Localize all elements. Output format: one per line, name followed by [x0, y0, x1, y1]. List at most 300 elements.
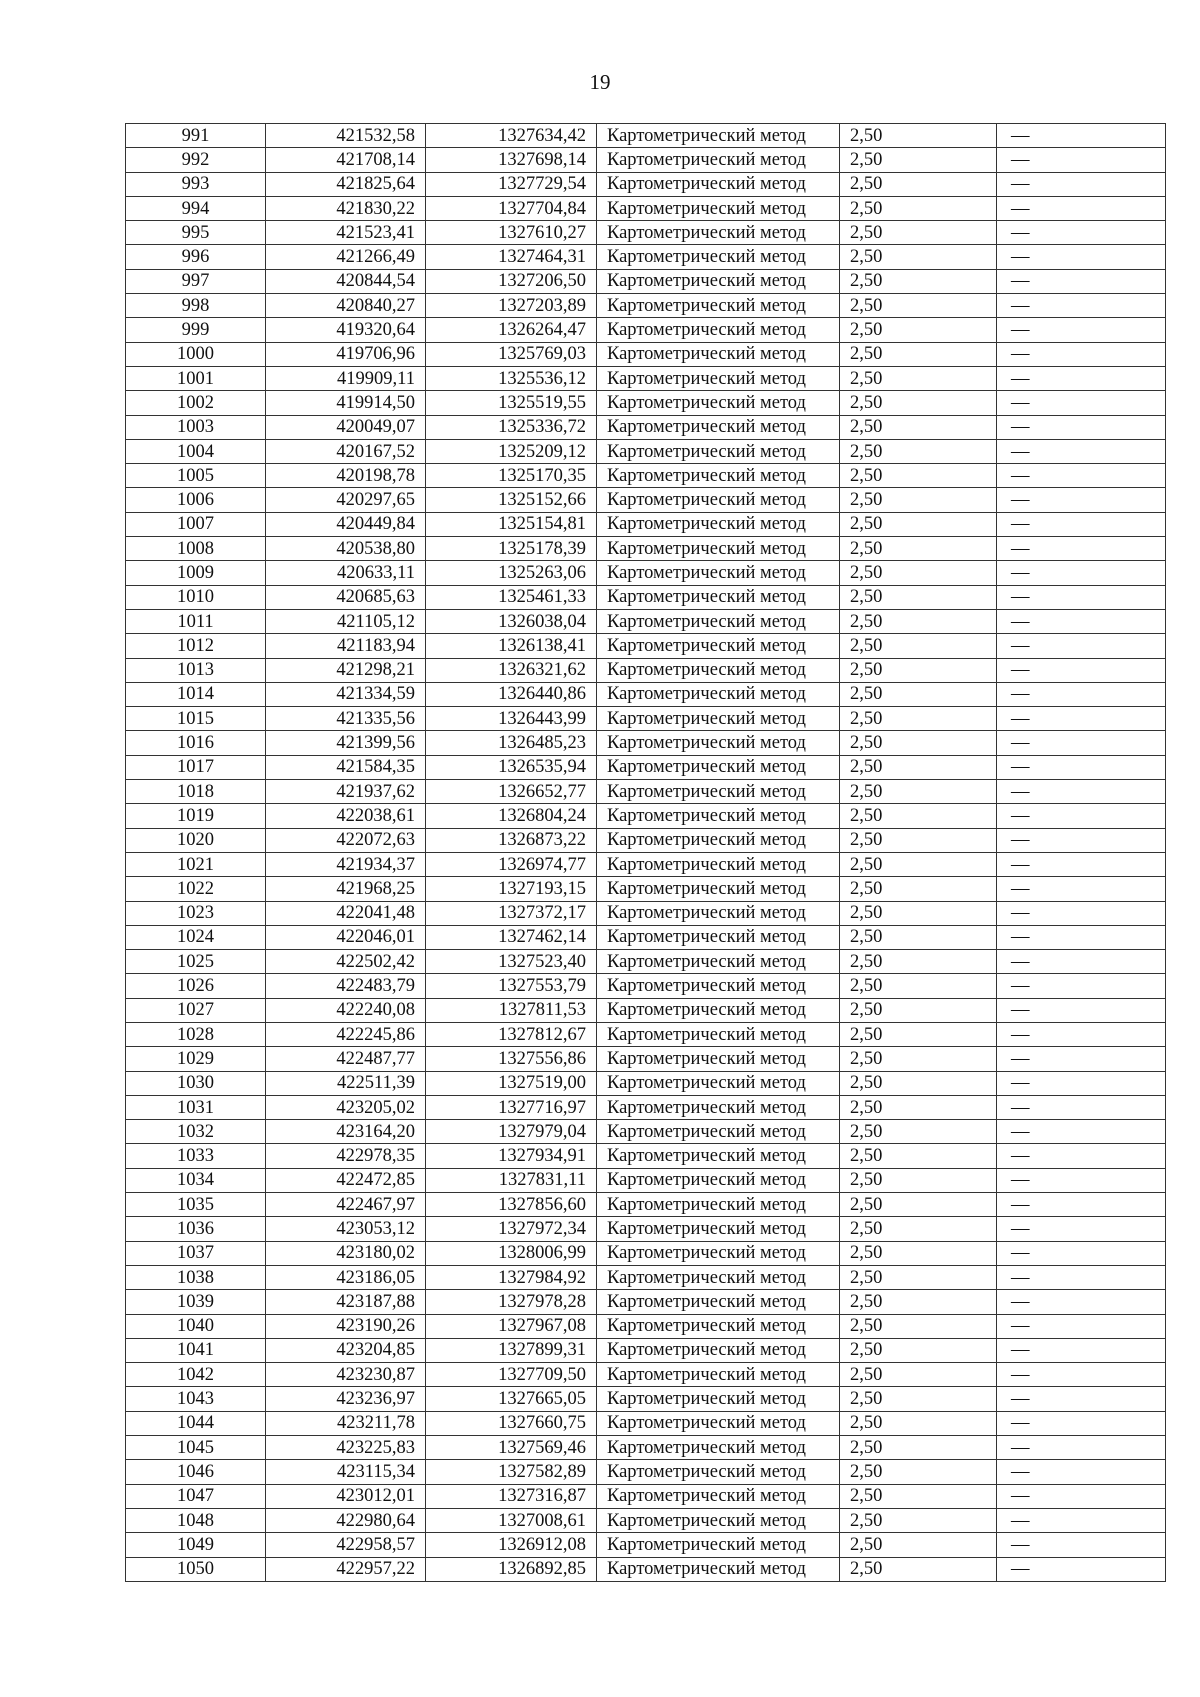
- x-coordinate-cell: 421934,37: [266, 852, 426, 876]
- description-cell: —: [997, 196, 1166, 220]
- y-coordinate-cell: 1325170,35: [426, 464, 597, 488]
- accuracy-cell: 2,50: [840, 1363, 997, 1387]
- table-row: [126, 609, 1166, 633]
- point-number-cell: 1005: [126, 464, 266, 488]
- table-row: [126, 1120, 1166, 1144]
- point-number-cell: 1039: [126, 1290, 266, 1314]
- x-coordinate-cell: 423211,78: [266, 1411, 426, 1435]
- x-coordinate-cell: 420685,63: [266, 585, 426, 609]
- description-cell: —: [997, 682, 1166, 706]
- y-coordinate-cell: 1326974,77: [426, 852, 597, 876]
- description-cell: —: [997, 658, 1166, 682]
- method-cell: Картометрический метод: [597, 925, 840, 949]
- description-cell: —: [997, 1557, 1166, 1581]
- point-number-cell: 1034: [126, 1168, 266, 1192]
- accuracy-cell: 2,50: [840, 1411, 997, 1435]
- x-coordinate-cell: 422245,86: [266, 1022, 426, 1046]
- method-cell: Картометрический метод: [597, 221, 840, 245]
- description-cell: —: [997, 1314, 1166, 1338]
- point-number-cell: 1029: [126, 1047, 266, 1071]
- point-number-cell: 1006: [126, 488, 266, 512]
- table-row: [126, 464, 1166, 488]
- description-cell: —: [997, 852, 1166, 876]
- y-coordinate-cell: 1326443,99: [426, 707, 597, 731]
- method-cell: Картометрический метод: [597, 804, 840, 828]
- description-cell: —: [997, 1265, 1166, 1289]
- method-cell: Картометрический метод: [597, 294, 840, 318]
- description-cell: —: [997, 1290, 1166, 1314]
- y-coordinate-cell: 1326652,77: [426, 780, 597, 804]
- description-cell: —: [997, 148, 1166, 172]
- point-number-cell: 1000: [126, 342, 266, 366]
- method-cell: Картометрический метод: [597, 488, 840, 512]
- accuracy-cell: 2,50: [840, 1314, 997, 1338]
- description-cell: —: [997, 950, 1166, 974]
- table-row: [126, 1411, 1166, 1435]
- point-number-cell: 1011: [126, 609, 266, 633]
- method-cell: Картометрический метод: [597, 634, 840, 658]
- point-number-cell: 1009: [126, 561, 266, 585]
- y-coordinate-cell: 1327008,61: [426, 1508, 597, 1532]
- accuracy-cell: 2,50: [840, 658, 997, 682]
- y-coordinate-cell: 1327464,31: [426, 245, 597, 269]
- x-coordinate-cell: 420633,11: [266, 561, 426, 585]
- table-row: [126, 1241, 1166, 1265]
- point-number-cell: 1042: [126, 1363, 266, 1387]
- x-coordinate-cell: 419320,64: [266, 318, 426, 342]
- point-number-cell: 1012: [126, 634, 266, 658]
- point-number-cell: 1037: [126, 1241, 266, 1265]
- accuracy-cell: 2,50: [840, 221, 997, 245]
- accuracy-cell: 2,50: [840, 1217, 997, 1241]
- description-cell: —: [997, 828, 1166, 852]
- description-cell: —: [997, 755, 1166, 779]
- description-cell: —: [997, 464, 1166, 488]
- method-cell: Картометрический метод: [597, 585, 840, 609]
- y-coordinate-cell: 1327978,28: [426, 1290, 597, 1314]
- method-cell: Картометрический метод: [597, 561, 840, 585]
- description-cell: —: [997, 561, 1166, 585]
- accuracy-cell: 2,50: [840, 537, 997, 561]
- table-row: [126, 974, 1166, 998]
- method-cell: Картометрический метод: [597, 1460, 840, 1484]
- x-coordinate-cell: 423053,12: [266, 1217, 426, 1241]
- x-coordinate-cell: 423225,83: [266, 1436, 426, 1460]
- x-coordinate-cell: 422483,79: [266, 974, 426, 998]
- description-cell: —: [997, 1387, 1166, 1411]
- page-number: 19: [589, 70, 611, 94]
- accuracy-cell: 2,50: [840, 950, 997, 974]
- y-coordinate-cell: 1327979,04: [426, 1120, 597, 1144]
- accuracy-cell: 2,50: [840, 998, 997, 1022]
- description-cell: —: [997, 1436, 1166, 1460]
- method-cell: Картометрический метод: [597, 366, 840, 390]
- table-row: [126, 488, 1166, 512]
- description-cell: —: [997, 707, 1166, 731]
- point-number-cell: 1020: [126, 828, 266, 852]
- accuracy-cell: 2,50: [840, 1460, 997, 1484]
- y-coordinate-cell: 1327709,50: [426, 1363, 597, 1387]
- y-coordinate-cell: 1327972,34: [426, 1217, 597, 1241]
- point-number-cell: 1003: [126, 415, 266, 439]
- accuracy-cell: 2,50: [840, 1047, 997, 1071]
- accuracy-cell: 2,50: [840, 1168, 997, 1192]
- accuracy-cell: 2,50: [840, 1436, 997, 1460]
- coordinates-table-body: [126, 124, 1166, 1582]
- table-row: [126, 1095, 1166, 1119]
- accuracy-cell: 2,50: [840, 731, 997, 755]
- point-number-cell: 1018: [126, 780, 266, 804]
- point-number-cell: 1031: [126, 1095, 266, 1119]
- accuracy-cell: 2,50: [840, 634, 997, 658]
- method-cell: Картометрический метод: [597, 1314, 840, 1338]
- description-cell: —: [997, 731, 1166, 755]
- description-cell: —: [997, 1508, 1166, 1532]
- x-coordinate-cell: 422467,97: [266, 1193, 426, 1217]
- accuracy-cell: 2,50: [840, 707, 997, 731]
- x-coordinate-cell: 421937,62: [266, 780, 426, 804]
- accuracy-cell: 2,50: [840, 925, 997, 949]
- y-coordinate-cell: 1327634,42: [426, 124, 597, 148]
- description-cell: —: [997, 1363, 1166, 1387]
- accuracy-cell: 2,50: [840, 124, 997, 148]
- accuracy-cell: 2,50: [840, 1387, 997, 1411]
- accuracy-cell: 2,50: [840, 1557, 997, 1581]
- description-cell: —: [997, 1047, 1166, 1071]
- table-row: [126, 1557, 1166, 1581]
- point-number-cell: 1015: [126, 707, 266, 731]
- method-cell: Картометрический метод: [597, 124, 840, 148]
- method-cell: Картометрический метод: [597, 707, 840, 731]
- x-coordinate-cell: 422472,85: [266, 1168, 426, 1192]
- method-cell: Картометрический метод: [597, 1047, 840, 1071]
- table-row: [126, 1265, 1166, 1289]
- table-row: [126, 512, 1166, 536]
- accuracy-cell: 2,50: [840, 1290, 997, 1314]
- y-coordinate-cell: 1326892,85: [426, 1557, 597, 1581]
- point-number-cell: 1019: [126, 804, 266, 828]
- y-coordinate-cell: 1327660,75: [426, 1411, 597, 1435]
- y-coordinate-cell: 1326535,94: [426, 755, 597, 779]
- y-coordinate-cell: 1325263,06: [426, 561, 597, 585]
- description-cell: —: [997, 877, 1166, 901]
- accuracy-cell: 2,50: [840, 1508, 997, 1532]
- method-cell: Картометрический метод: [597, 1120, 840, 1144]
- x-coordinate-cell: 421825,64: [266, 172, 426, 196]
- y-coordinate-cell: 1327899,31: [426, 1338, 597, 1362]
- table-row: [126, 707, 1166, 731]
- y-coordinate-cell: 1327553,79: [426, 974, 597, 998]
- x-coordinate-cell: 421105,12: [266, 609, 426, 633]
- x-coordinate-cell: 423012,01: [266, 1484, 426, 1508]
- table-row: [126, 269, 1166, 293]
- x-coordinate-cell: 422502,42: [266, 950, 426, 974]
- description-cell: —: [997, 537, 1166, 561]
- y-coordinate-cell: 1327729,54: [426, 172, 597, 196]
- table-row: [126, 925, 1166, 949]
- x-coordinate-cell: 419914,50: [266, 391, 426, 415]
- accuracy-cell: 2,50: [840, 488, 997, 512]
- method-cell: Картометрический метод: [597, 269, 840, 293]
- accuracy-cell: 2,50: [840, 974, 997, 998]
- table-row: [126, 148, 1166, 172]
- method-cell: Картометрический метод: [597, 1144, 840, 1168]
- table-row: [126, 294, 1166, 318]
- y-coordinate-cell: 1326138,41: [426, 634, 597, 658]
- x-coordinate-cell: 423236,97: [266, 1387, 426, 1411]
- accuracy-cell: 2,50: [840, 682, 997, 706]
- accuracy-cell: 2,50: [840, 1533, 997, 1557]
- point-number-cell: 1050: [126, 1557, 266, 1581]
- point-number-cell: 1045: [126, 1436, 266, 1460]
- y-coordinate-cell: 1325154,81: [426, 512, 597, 536]
- y-coordinate-cell: 1327193,15: [426, 877, 597, 901]
- point-number-cell: 1038: [126, 1265, 266, 1289]
- description-cell: —: [997, 366, 1166, 390]
- point-number-cell: 1030: [126, 1071, 266, 1095]
- point-number-cell: 1010: [126, 585, 266, 609]
- x-coordinate-cell: 422957,22: [266, 1557, 426, 1581]
- accuracy-cell: 2,50: [840, 1265, 997, 1289]
- description-cell: —: [997, 245, 1166, 269]
- x-coordinate-cell: 422487,77: [266, 1047, 426, 1071]
- description-cell: —: [997, 609, 1166, 633]
- y-coordinate-cell: 1325209,12: [426, 439, 597, 463]
- accuracy-cell: 2,50: [840, 439, 997, 463]
- description-cell: —: [997, 269, 1166, 293]
- description-cell: —: [997, 925, 1166, 949]
- point-number-cell: 1013: [126, 658, 266, 682]
- table-row: [126, 415, 1166, 439]
- y-coordinate-cell: 1325536,12: [426, 366, 597, 390]
- description-cell: —: [997, 974, 1166, 998]
- method-cell: Картометрический метод: [597, 245, 840, 269]
- x-coordinate-cell: 420297,65: [266, 488, 426, 512]
- method-cell: Картометрический метод: [597, 852, 840, 876]
- point-number-cell: 1008: [126, 537, 266, 561]
- x-coordinate-cell: 421298,21: [266, 658, 426, 682]
- y-coordinate-cell: 1326873,22: [426, 828, 597, 852]
- method-cell: Картометрический метод: [597, 780, 840, 804]
- table-row: [126, 1047, 1166, 1071]
- method-cell: Картометрический метод: [597, 1533, 840, 1557]
- x-coordinate-cell: 420840,27: [266, 294, 426, 318]
- x-coordinate-cell: 423186,05: [266, 1265, 426, 1289]
- y-coordinate-cell: 1326321,62: [426, 658, 597, 682]
- x-coordinate-cell: 419706,96: [266, 342, 426, 366]
- accuracy-cell: 2,50: [840, 1144, 997, 1168]
- method-cell: Картометрический метод: [597, 512, 840, 536]
- y-coordinate-cell: 1325769,03: [426, 342, 597, 366]
- method-cell: Картометрический метод: [597, 1168, 840, 1192]
- table-row: [126, 1533, 1166, 1557]
- x-coordinate-cell: 423164,20: [266, 1120, 426, 1144]
- method-cell: Картометрический метод: [597, 755, 840, 779]
- y-coordinate-cell: 1327934,91: [426, 1144, 597, 1168]
- description-cell: —: [997, 439, 1166, 463]
- description-cell: —: [997, 780, 1166, 804]
- point-number-cell: 992: [126, 148, 266, 172]
- method-cell: Картометрический метод: [597, 1241, 840, 1265]
- accuracy-cell: 2,50: [840, 1241, 997, 1265]
- point-number-cell: 1032: [126, 1120, 266, 1144]
- method-cell: Картометрический метод: [597, 391, 840, 415]
- y-coordinate-cell: 1325519,55: [426, 391, 597, 415]
- x-coordinate-cell: 421532,58: [266, 124, 426, 148]
- x-coordinate-cell: 423115,34: [266, 1460, 426, 1484]
- table-row: [126, 682, 1166, 706]
- table-row: [126, 585, 1166, 609]
- description-cell: —: [997, 585, 1166, 609]
- method-cell: Картометрический метод: [597, 731, 840, 755]
- table-row: [126, 950, 1166, 974]
- point-number-cell: 994: [126, 196, 266, 220]
- method-cell: Картометрический метод: [597, 1387, 840, 1411]
- accuracy-cell: 2,50: [840, 804, 997, 828]
- point-number-cell: 1021: [126, 852, 266, 876]
- table-row: [126, 561, 1166, 585]
- description-cell: —: [997, 1095, 1166, 1119]
- method-cell: Картометрический метод: [597, 1411, 840, 1435]
- method-cell: Картометрический метод: [597, 1557, 840, 1581]
- x-coordinate-cell: 420538,80: [266, 537, 426, 561]
- accuracy-cell: 2,50: [840, 318, 997, 342]
- y-coordinate-cell: 1327556,86: [426, 1047, 597, 1071]
- method-cell: Картометрический метод: [597, 950, 840, 974]
- x-coordinate-cell: 421266,49: [266, 245, 426, 269]
- x-coordinate-cell: 421708,14: [266, 148, 426, 172]
- method-cell: Картометрический метод: [597, 998, 840, 1022]
- y-coordinate-cell: 1327811,53: [426, 998, 597, 1022]
- point-number-cell: 1027: [126, 998, 266, 1022]
- table-row: [126, 1290, 1166, 1314]
- table-row: [126, 1314, 1166, 1338]
- accuracy-cell: 2,50: [840, 852, 997, 876]
- accuracy-cell: 2,50: [840, 585, 997, 609]
- description-cell: —: [997, 1338, 1166, 1362]
- point-number-cell: 1028: [126, 1022, 266, 1046]
- x-coordinate-cell: 422978,35: [266, 1144, 426, 1168]
- method-cell: Картометрический метод: [597, 172, 840, 196]
- method-cell: Картометрический метод: [597, 439, 840, 463]
- table-row: [126, 124, 1166, 148]
- description-cell: —: [997, 512, 1166, 536]
- method-cell: Картометрический метод: [597, 1290, 840, 1314]
- accuracy-cell: 2,50: [840, 609, 997, 633]
- method-cell: Картометрический метод: [597, 609, 840, 633]
- point-number-cell: 1024: [126, 925, 266, 949]
- y-coordinate-cell: 1326912,08: [426, 1533, 597, 1557]
- method-cell: Картометрический метод: [597, 1338, 840, 1362]
- description-cell: —: [997, 1241, 1166, 1265]
- x-coordinate-cell: 421584,35: [266, 755, 426, 779]
- table-row: [126, 658, 1166, 682]
- x-coordinate-cell: 423187,88: [266, 1290, 426, 1314]
- y-coordinate-cell: 1325178,39: [426, 537, 597, 561]
- x-coordinate-cell: 423180,02: [266, 1241, 426, 1265]
- y-coordinate-cell: 1327831,11: [426, 1168, 597, 1192]
- description-cell: —: [997, 342, 1166, 366]
- x-coordinate-cell: 421334,59: [266, 682, 426, 706]
- x-coordinate-cell: 421399,56: [266, 731, 426, 755]
- description-cell: —: [997, 901, 1166, 925]
- method-cell: Картометрический метод: [597, 196, 840, 220]
- y-coordinate-cell: 1327519,00: [426, 1071, 597, 1095]
- x-coordinate-cell: 421968,25: [266, 877, 426, 901]
- point-number-cell: 998: [126, 294, 266, 318]
- description-cell: —: [997, 172, 1166, 196]
- table-row: [126, 439, 1166, 463]
- point-number-cell: 1047: [126, 1484, 266, 1508]
- description-cell: —: [997, 391, 1166, 415]
- y-coordinate-cell: 1326804,24: [426, 804, 597, 828]
- point-number-cell: 1004: [126, 439, 266, 463]
- accuracy-cell: 2,50: [840, 415, 997, 439]
- method-cell: Картометрический метод: [597, 1484, 840, 1508]
- accuracy-cell: 2,50: [840, 561, 997, 585]
- table-row: [126, 755, 1166, 779]
- description-cell: —: [997, 1022, 1166, 1046]
- point-number-cell: 995: [126, 221, 266, 245]
- accuracy-cell: 2,50: [840, 1095, 997, 1119]
- description-cell: —: [997, 415, 1166, 439]
- accuracy-cell: 2,50: [840, 1338, 997, 1362]
- table-row: [126, 318, 1166, 342]
- table-row: [126, 780, 1166, 804]
- table-row: [126, 1193, 1166, 1217]
- table-row: [126, 1363, 1166, 1387]
- description-cell: —: [997, 1217, 1166, 1241]
- accuracy-cell: 2,50: [840, 512, 997, 536]
- method-cell: Картометрический метод: [597, 318, 840, 342]
- description-cell: —: [997, 1144, 1166, 1168]
- point-number-cell: 991: [126, 124, 266, 148]
- point-number-cell: 1049: [126, 1533, 266, 1557]
- table-row: [126, 1217, 1166, 1241]
- table-row: [126, 1144, 1166, 1168]
- x-coordinate-cell: 423230,87: [266, 1363, 426, 1387]
- method-cell: Картометрический метод: [597, 1363, 840, 1387]
- accuracy-cell: 2,50: [840, 464, 997, 488]
- table-row: [126, 245, 1166, 269]
- table-row: [126, 828, 1166, 852]
- accuracy-cell: 2,50: [840, 1022, 997, 1046]
- point-number-cell: 1022: [126, 877, 266, 901]
- description-cell: —: [997, 488, 1166, 512]
- y-coordinate-cell: 1327372,17: [426, 901, 597, 925]
- x-coordinate-cell: 422038,61: [266, 804, 426, 828]
- x-coordinate-cell: 423205,02: [266, 1095, 426, 1119]
- x-coordinate-cell: 422980,64: [266, 1508, 426, 1532]
- point-number-cell: 1048: [126, 1508, 266, 1532]
- point-number-cell: 1002: [126, 391, 266, 415]
- accuracy-cell: 2,50: [840, 366, 997, 390]
- y-coordinate-cell: 1325152,66: [426, 488, 597, 512]
- point-number-cell: 1041: [126, 1338, 266, 1362]
- accuracy-cell: 2,50: [840, 1120, 997, 1144]
- table-row: [126, 1338, 1166, 1362]
- point-number-cell: 1016: [126, 731, 266, 755]
- x-coordinate-cell: 422240,08: [266, 998, 426, 1022]
- table-row: [126, 196, 1166, 220]
- description-cell: —: [997, 1193, 1166, 1217]
- table-row: [126, 1508, 1166, 1532]
- description-cell: —: [997, 294, 1166, 318]
- y-coordinate-cell: 1328006,99: [426, 1241, 597, 1265]
- point-number-cell: 993: [126, 172, 266, 196]
- table-row: [126, 852, 1166, 876]
- point-number-cell: 997: [126, 269, 266, 293]
